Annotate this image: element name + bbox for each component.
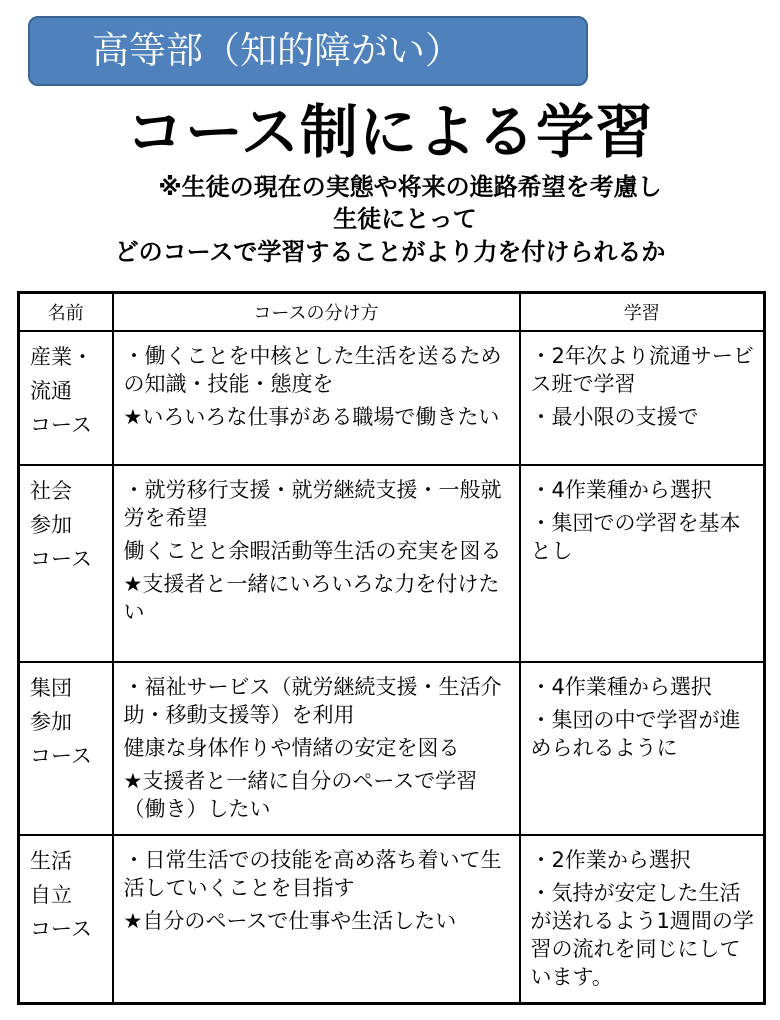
course-name-line: コース xyxy=(30,744,92,768)
course-name-line: コース xyxy=(30,413,92,437)
course-name xyxy=(19,331,113,465)
note-line-3: どのコースで学習することがより力を付けられるか xyxy=(114,238,666,266)
method-item: ・福祉サービス（就労継続支援・生活介助・移動支援等）を利用 xyxy=(123,675,502,727)
study-item: ・4作業種から選択 xyxy=(530,675,712,699)
study-item: ・最小限の支援で xyxy=(530,405,699,429)
course-study xyxy=(520,465,765,662)
table-header-row xyxy=(19,293,765,332)
header-name: 名前 xyxy=(19,293,113,332)
table-row xyxy=(19,835,765,1004)
course-method xyxy=(113,835,520,1004)
course-method xyxy=(113,465,520,662)
method-item: ★いろいろな仕事がある職場で働きたい xyxy=(123,405,500,429)
method-item: ・日常生活での技能を高め落ち着いて生活していくことを目指す xyxy=(123,848,502,900)
section-banner: 高等部（知的障がい） xyxy=(28,16,588,86)
table-row xyxy=(19,662,765,835)
course-method xyxy=(113,662,520,835)
note-line-1: ※生徒の現在の実態や将来の進路希望を考慮し xyxy=(158,173,662,201)
method-item: ・働くことを中核とした生活を送るための知識・技能・態度を xyxy=(123,344,502,396)
study-item: ・2年次より流通サービス班で学習 xyxy=(530,344,754,396)
header-study: 学習 xyxy=(520,293,765,332)
method-item: 健康な身体作りや情緒の安定を図る xyxy=(123,736,460,760)
method-item: ★支援者と一緒に自分のペースで学習（働き）したい xyxy=(123,769,478,821)
study-item: ・集団の中で学習が進められるように xyxy=(530,708,741,760)
course-name xyxy=(19,835,113,1004)
course-name-line: 流通 xyxy=(30,379,72,403)
course-name-line: 産業・ xyxy=(30,345,93,369)
study-item: ・気持が安定した生活が送れるよう1週間の学習の流れを同じにしています。 xyxy=(530,881,754,989)
method-item: 働くことと余暇活動等生活の充実を図る xyxy=(123,539,502,563)
course-study xyxy=(520,662,765,835)
course-name-line: 参加 xyxy=(30,513,72,537)
course-name-line: コース xyxy=(30,547,92,571)
table-row xyxy=(19,465,765,662)
course-name-line: コース xyxy=(30,917,92,941)
course-name-line: 集団 xyxy=(30,676,72,700)
course-method xyxy=(113,331,520,465)
course-name-line: 生活 xyxy=(30,849,72,873)
course-name-line: 参加 xyxy=(30,710,72,734)
table-row xyxy=(19,331,765,465)
study-item: ・4作業種から選択 xyxy=(530,478,712,502)
note-line-2: 生徒にとって xyxy=(333,205,477,233)
method-item: ★自分のペースで仕事や生活したい xyxy=(123,909,457,933)
course-study xyxy=(520,835,765,1004)
course-name xyxy=(19,662,113,835)
page-title: コース制による学習 xyxy=(125,98,655,166)
course-name-line: 社会 xyxy=(30,479,72,503)
course-name-line: 自立 xyxy=(30,883,72,907)
course-name xyxy=(19,465,113,662)
study-item: ・2作業から選択 xyxy=(530,848,691,872)
course-table xyxy=(17,291,766,1005)
study-item: ・集団での学習を基本とし xyxy=(530,511,741,563)
course-study xyxy=(520,331,765,465)
method-item: ・就労移行支援・就労継続支援・一般就労を希望 xyxy=(123,478,502,530)
header-method: コースの分け方 xyxy=(113,293,520,332)
method-item: ★支援者と一緒にいろいろな力を付けたい xyxy=(123,572,500,624)
